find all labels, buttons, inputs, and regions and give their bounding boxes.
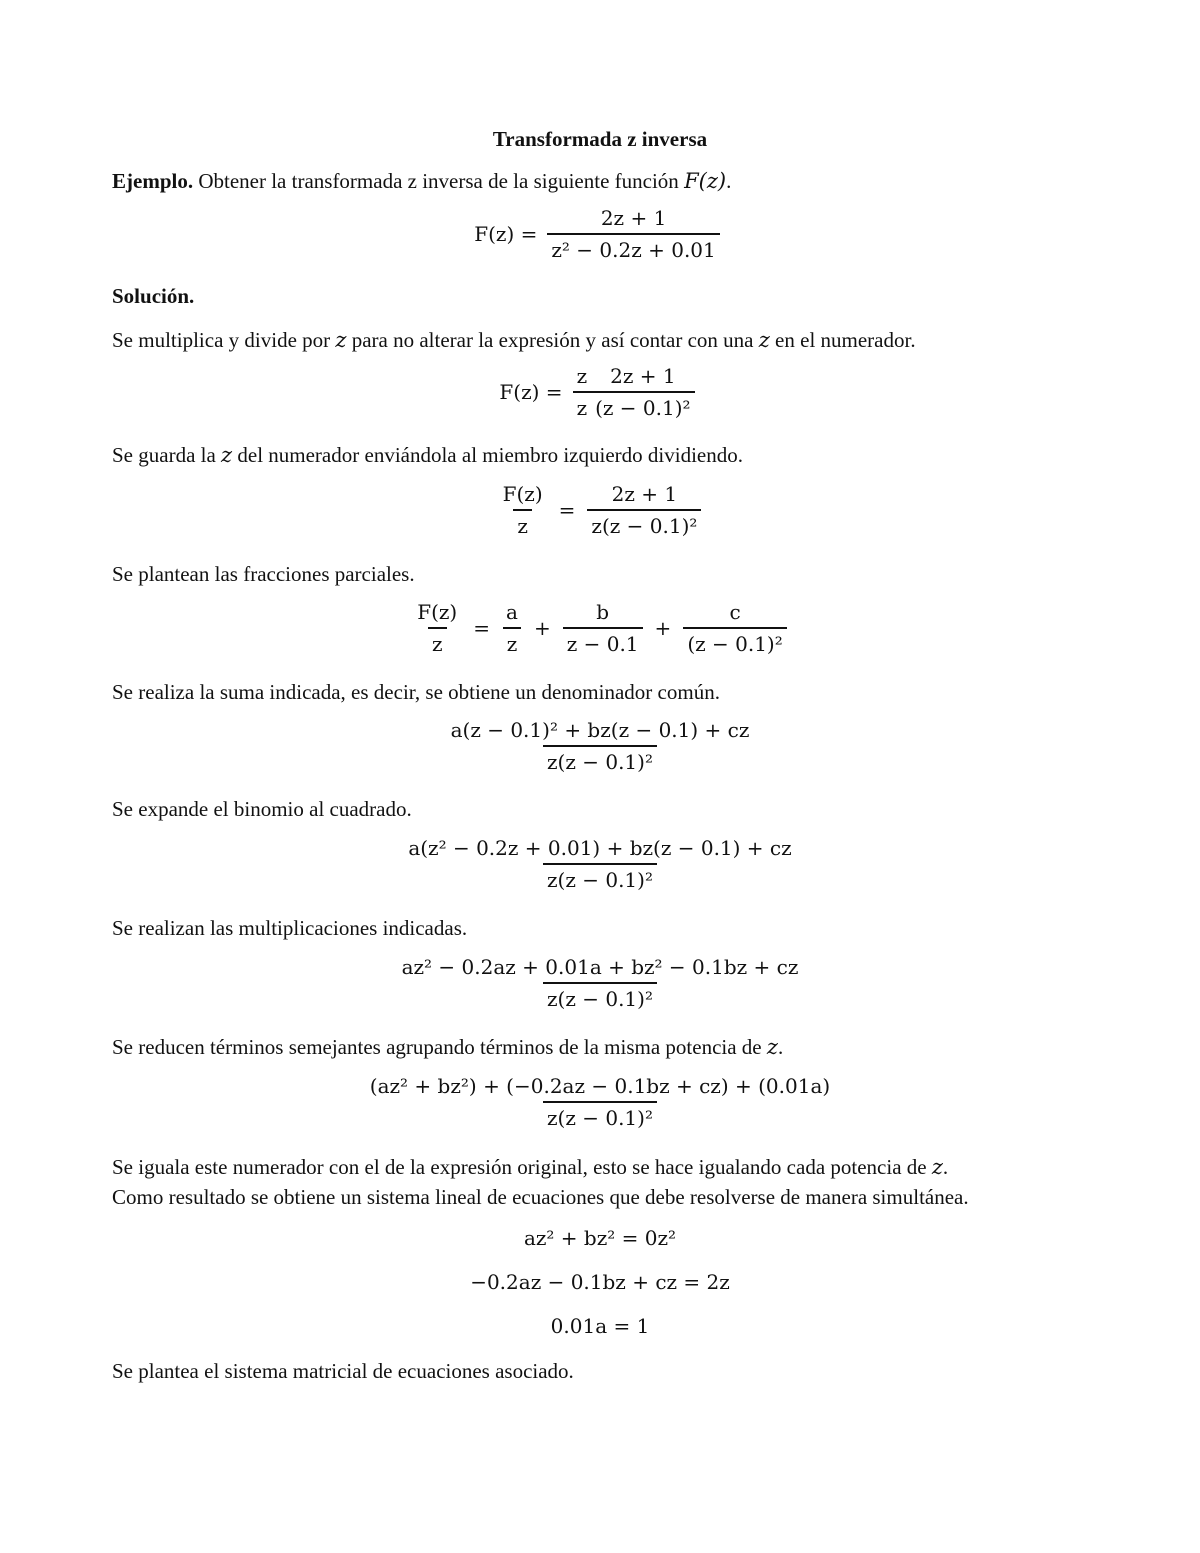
equation-10 — [0, 1270, 1200, 1294]
p2-var-z: z — [221, 443, 233, 467]
eq8-denominator: z(z − 0.1)² — [543, 1101, 657, 1130]
eq5-denominator: z(z − 0.1)² — [543, 745, 657, 774]
equation-2 — [0, 364, 1200, 420]
equation-4 — [0, 600, 1200, 656]
equation-6 — [0, 836, 1200, 892]
eq8-fraction — [366, 1074, 834, 1130]
equation-3 — [0, 482, 1200, 538]
example-label: Ejemplo. — [112, 169, 194, 193]
eq1-numerator: 2z + 1 — [600, 206, 667, 230]
p1-var-z: z — [335, 328, 347, 352]
eq2-fraction-a — [573, 364, 592, 420]
example-paragraph — [112, 166, 731, 196]
eq4-term-1-denominator: z — [503, 627, 522, 656]
p8-var-z: z — [931, 1155, 943, 1179]
eq4-term-3 — [683, 600, 786, 656]
example-function: F(z) — [684, 169, 727, 193]
paragraph-9: Se plantea el sistema matricial de ecuaciones asociado. — [112, 1359, 574, 1383]
solution-heading — [112, 281, 194, 311]
eq3-lhs-fraction — [499, 482, 547, 538]
paragraph-8-line-1 — [112, 1152, 948, 1182]
p8-line-1-end: . — [942, 1155, 949, 1179]
equation-11 — [0, 1314, 1200, 1338]
p8-line-1-text: Se iguala este numerador con el de la expresión original, esto se hace igualando cada potencia de — [112, 1155, 927, 1179]
eq7-numerator: az² − 0.2az + 0.01a + bz² − 0.1bz + cz — [401, 955, 799, 979]
eq4-term-3-denominator: (z − 0.1)² — [683, 627, 786, 656]
eq1-fraction — [547, 206, 719, 262]
eq3-rhs-denominator: z(z − 0.1)² — [587, 509, 701, 538]
paragraph-1 — [112, 325, 916, 355]
eq2-numerator-b: 2z + 1 — [610, 364, 676, 388]
solution-label: Solución. — [112, 284, 195, 308]
eq5-numerator: a(z − 0.1)² + bz(z − 0.1) + cz — [450, 718, 750, 742]
paragraph-5: Se expande el binomio al cuadrado. — [112, 797, 412, 821]
example-text: Obtener la transformada z inversa de la siguiente función — [198, 169, 679, 193]
eq3-rhs-numerator: 2z + 1 — [611, 482, 678, 506]
example-end: . — [726, 169, 732, 193]
p1-text-c: en el numerador. — [775, 328, 916, 352]
eq11-text: 0.01a = 1 — [550, 1314, 650, 1338]
paragraph-8-line-2: Como resultado se obtiene un sistema lineal de ecuaciones que debe resolverse de manera simultánea. — [112, 1185, 969, 1209]
eq4-plus-2: + — [654, 616, 672, 640]
eq7-fraction — [398, 955, 803, 1011]
p1-text-b: para no alterar la expresión y así contar con una — [351, 328, 754, 352]
eq6-numerator: a(z² − 0.2z + 0.01) + bz(z − 0.1) + cz — [408, 836, 792, 860]
eq2-fraction-b — [591, 364, 694, 420]
equation-9 — [0, 1226, 1200, 1250]
p1-var-z2: z — [758, 328, 770, 352]
paragraph-6: Se realizan las multiplicaciones indicadas. — [112, 916, 468, 940]
p7-var-z: z — [766, 1035, 778, 1059]
paragraph-4: Se realiza la suma indicada, es decir, se obtiene un denominador común. — [112, 680, 720, 704]
eq3-equals: = — [558, 498, 576, 522]
eq4-lhs-fraction — [413, 600, 461, 656]
eq4-term-3-numerator: c — [729, 600, 741, 624]
page-title: Transformada z inversa — [492, 127, 708, 151]
eq1-denominator: z² − 0.2z + 0.01 — [547, 233, 719, 262]
eq2-numerator-a: z — [576, 364, 588, 388]
equation-5 — [0, 718, 1200, 774]
eq8-numerator: (az² + bz²) + (−0.2az − 0.1bz + cz) + (0.01a) — [369, 1074, 831, 1098]
eq1-lhs: F(z) = — [474, 222, 538, 246]
equation-1 — [0, 206, 1200, 262]
eq4-term-2-denominator: z − 0.1 — [563, 627, 643, 656]
eq4-equals: = — [473, 616, 491, 640]
p2-text-b: del numerador enviándola al miembro izquierdo dividiendo. — [232, 443, 743, 467]
eq3-lhs-denominator: z — [513, 509, 532, 538]
p2-text-a: Se guarda la — [112, 443, 216, 467]
eq6-fraction — [404, 836, 795, 892]
paragraph-3: Se plantean las fracciones parciales. — [112, 562, 415, 586]
p7-text: Se reducen términos semejantes agrupando términos de la misma potencia de — [112, 1035, 762, 1059]
eq5-fraction — [447, 718, 754, 774]
eq7-denominator: z(z − 0.1)² — [543, 982, 657, 1011]
p1-text-a: Se multiplica y divide por — [112, 328, 331, 352]
paragraph-2 — [112, 440, 743, 470]
equation-7 — [0, 955, 1200, 1011]
eq9-text: az² + bz² = 0z² — [523, 1226, 677, 1250]
eq4-term-1 — [502, 600, 522, 656]
eq4-plus-1: + — [533, 616, 551, 640]
eq4-term-1-numerator: a — [506, 600, 518, 624]
equation-8 — [0, 1074, 1200, 1130]
eq4-lhs-numerator: F(z) — [417, 600, 458, 624]
p7-end: . — [777, 1035, 784, 1059]
eq2-lhs: F(z) = — [499, 380, 563, 404]
eq3-lhs-numerator: F(z) — [502, 482, 543, 506]
paragraph-7 — [112, 1032, 783, 1062]
eq4-term-2 — [563, 600, 643, 656]
eq10-text: −0.2az − 0.1bz + cz = 2z — [470, 1270, 730, 1294]
eq4-term-2-numerator: b — [596, 600, 610, 624]
eq4-lhs-denominator: z — [428, 627, 447, 656]
eq2-denominator-a: z — [573, 391, 592, 420]
eq3-rhs-fraction — [587, 482, 701, 538]
eq6-denominator: z(z − 0.1)² — [543, 863, 657, 892]
eq2-denominator-b: (z − 0.1)² — [591, 391, 694, 420]
